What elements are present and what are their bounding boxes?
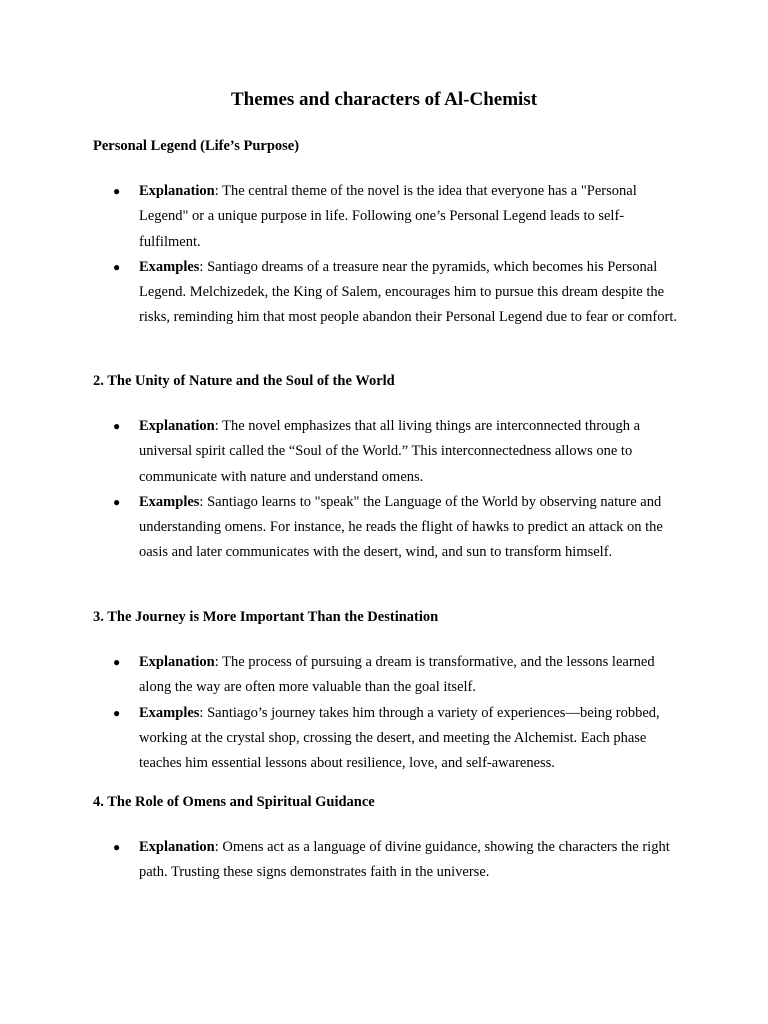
bullet-label: Examples [139,704,200,721]
bullet-icon: ● [113,655,121,669]
list-item [93,490,683,566]
bullet-label: Explanation [139,839,215,855]
bullet-text: : The central theme of the novel is the idea that everyone has a "Personal Legend" or a unique purpose in life. Following one’s Personal Legend leads to self-fulfilment. [139,183,637,250]
bullet-label: Explanation [139,654,215,670]
section-unity-of-nature [93,372,683,566]
section-heading: 4. The Role of Omens and Spiritual Guidance [93,794,375,810]
bullet-icon: ● [113,705,121,720]
bullet-text: : Santiago dreams of a treasure near the pyramids, which becomes his Personal Legend. Melchizedek, the King of Salem, encourages him to pursue this dream despite the risks, reminding him that most people abandon their Personal Legend due to fear or comfort. [139,258,677,326]
document-title: Themes and characters of Al-Chemist [230,89,538,110]
list-item [93,414,683,490]
bullet-list [93,414,683,566]
bullet-label: Examples [139,493,200,510]
bullet-text: : The process of pursuing a dream is transformative, and the lessons learned along the way are often more valuable than the goal itself. [139,654,655,696]
section-journey [93,608,683,776]
bullet-icon: ● [113,184,121,198]
section-heading: 2. The Unity of Nature and the Soul of the World [93,373,395,389]
list-item [93,835,683,886]
bullet-text: : Santiago learns to "speak" the Language of the World by observing nature and understanding omens. For instance, he reads the flight of hawks to predict an attack on the oasis and later communicates with the desert, wind, and sun to transform himself. [139,493,663,561]
section-personal-legend [93,137,683,331]
list-item [93,255,683,331]
list-item [93,179,683,255]
list-item [93,701,683,777]
bullet-list [93,650,683,776]
bullet-icon: ● [113,419,121,433]
bullet-text: : Omens act as a language of divine guidance, showing the characters the right path. Trusting these signs demonstrates faith in the universe. [139,839,670,881]
bullet-label: Explanation [139,183,215,199]
bullet-icon: ● [113,840,121,854]
bullet-icon: ● [113,494,121,509]
bullet-list [93,179,683,331]
bullet-icon: ● [113,259,121,274]
bullet-text: : The novel emphasizes that all living things are interconnected through a universal spirit called the “Soul of the World.” This interconnectedness allows one to communicate with nature and understand omens. [139,418,641,485]
list-item [93,650,683,701]
bullet-list [93,835,683,886]
section-omens [93,793,683,886]
bullet-text: : Santiago’s journey takes him through a variety of experiences—being robbed, working at the crystal shop, crossing the desert, and meeting the Alchemist. Each phase teaches him essential lessons about resilience, love, and self-awareness. [139,704,660,772]
section-heading: 3. The Journey is More Important Than the Destination [93,609,439,625]
bullet-label: Examples [139,258,200,275]
bullet-label: Explanation [139,418,215,434]
section-heading: Personal Legend (Life’s Purpose) [93,138,300,154]
